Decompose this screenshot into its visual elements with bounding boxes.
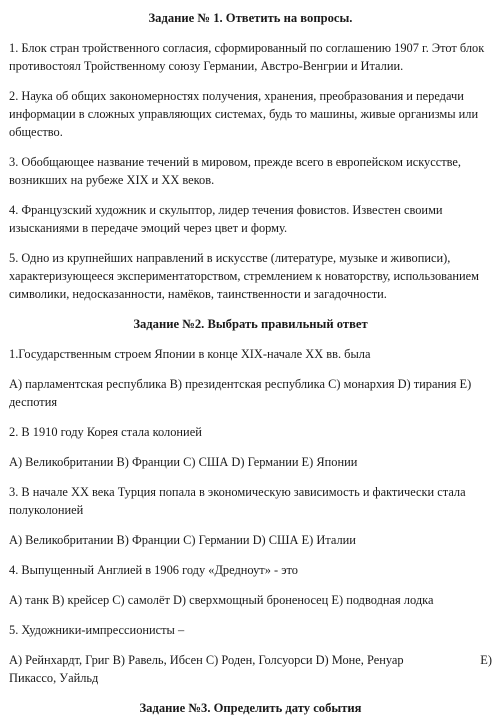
answer-options-2-1: А) парламентская республика В) президентская республика С) монархия D) тирания Е) деспотия <box>9 377 472 409</box>
answer-options-2-4: А) танк В) крейсер С) самолёт D) сверхмощный броненосец Е) подводная лодка <box>9 593 434 607</box>
question-2-5: 5. Художники-импрессионисты – <box>9 623 185 637</box>
answer-options-2-5-right: Е) <box>480 653 492 667</box>
answer-options-2-5-left: А) Рейнхардт, Григ В) Равель, Ибсен С) Роден, Голсуорси D) Моне, Ренуар <box>9 653 404 667</box>
answer-options-2-5 <box>9 651 492 687</box>
answer-options-2-2: А) Великобритании В) Франции С) США D) Германии Е) Японии <box>9 455 358 469</box>
section1-heading: Задание № 1. Ответить на вопросы. <box>148 11 353 25</box>
question-2-2: 2. В 1910 году Корея стала колонией <box>9 425 202 439</box>
answer-options-2-5-line1 <box>9 651 492 669</box>
question-1-2: 2. Наука об общих закономерностях получения, хранения, преобразования и передачи информации в сложных управляющих системах, будь то машины, живые организмы или общество. <box>9 89 479 139</box>
section2-heading: Задание №2. Выбрать правильный ответ <box>133 317 368 331</box>
question-2-3: 3. В начале XX века Турция попала в экономическую зависимость и фактически стала полуколонией <box>9 485 466 517</box>
question-1-3: 3. Обобщающее название течений в мировом, прежде всего в европейском искусстве, возникших на рубеже XIX и XX веков. <box>9 155 462 187</box>
answer-options-2-5-line2: Пикассо, Уайльд <box>9 671 99 685</box>
question-1-5: 5. Одно из крупнейших направлений в искусстве (литературе, музыке и живописи), характеризующееся экспериментаторством, стремлением к новаторству, использованием символики, недосказанности, намёков, таинственности и загадочности. <box>9 251 479 301</box>
question-1-1: 1. Блок стран тройственного согласия, сформированный по соглашению 1907 г. Этот блок противостоял Тройственному союзу Германии, Австро-Венгрии и Италии. <box>9 41 485 73</box>
section3-heading: Задание №3. Определить дату события <box>139 701 362 715</box>
answer-options-2-3: А) Великобритании В) Франции С) Германии D) США Е) Италии <box>9 533 356 547</box>
question-2-4: 4. Выпущенный Англией в 1906 году «Дредноут» - это <box>9 563 299 577</box>
question-1-4: 4. Французский художник и скульптор, лидер течения фовистов. Известен своими изысканиями в передаче эмоций через цвет и форму. <box>9 203 443 235</box>
question-2-1: 1.Государственным строем Японии в конце XIX-начале XX вв. была <box>9 347 371 361</box>
